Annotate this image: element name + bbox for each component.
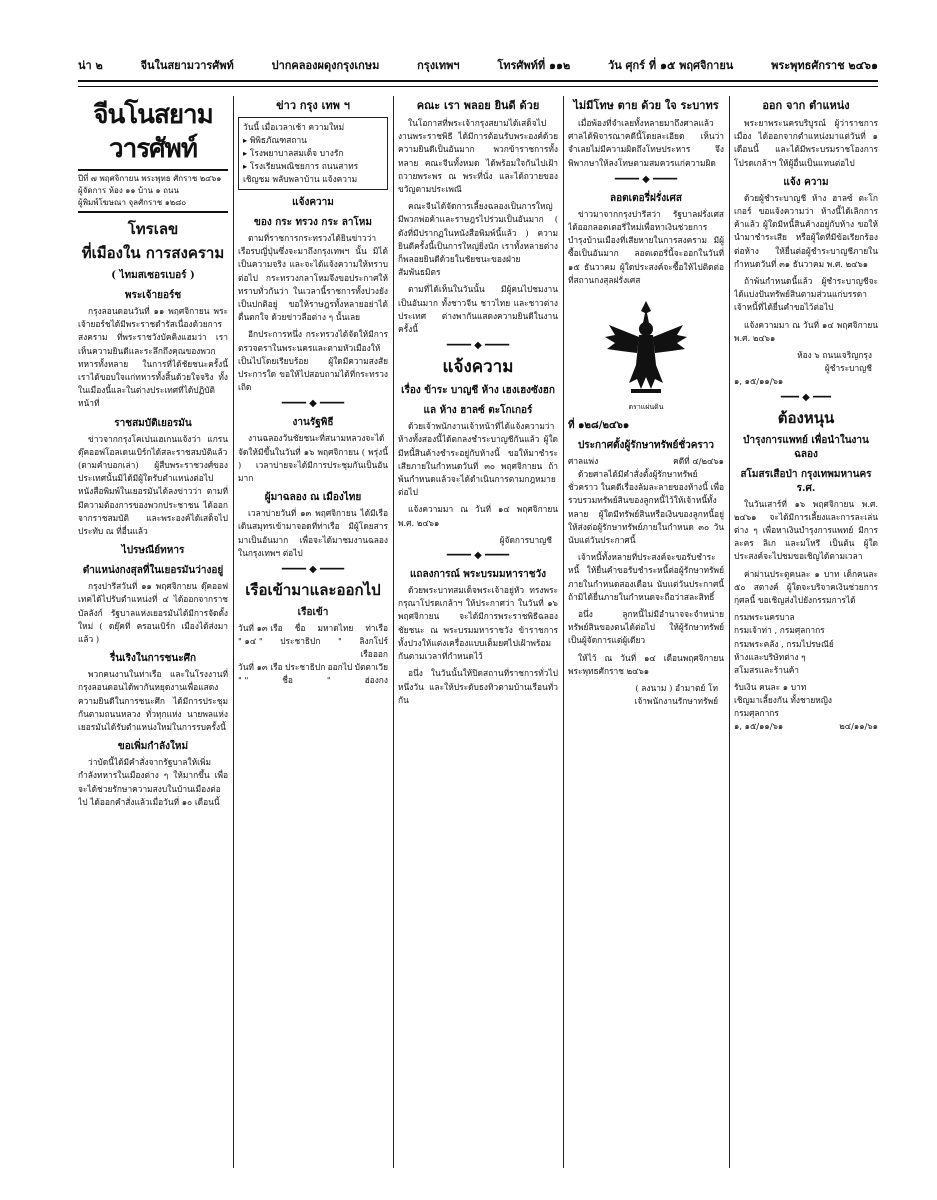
article-paragraph: ตามที่ราชการกระทรวงได้ยินข่าวว่า เรือรบญี่ปุ่นซึ่งจะมาถึงกรุงเทพฯ นั้น มิได้เป็นความจริง และจะได้แจ้งความให้ทราบต่อไป กระทรวงกลาโหมจึงขอประกาศให้ทราบทั่วกันว่า ในเวลานี้ราชการทั้งปวงยังเป็นปกติอยู่ ขอให้ราษฎรทั้งหลายอย่าได้ตื่นตกใจ ด้วยข่าวลือต่าง ๆ นั้นเลย — [238, 233, 388, 323]
shipping-subtitle: เรือเข้า — [297, 607, 329, 619]
footer-block — [734, 681, 878, 733]
table-cell: ประชาธิปก — [280, 636, 321, 647]
garuda-emblem-icon — [568, 295, 724, 395]
decree-meta — [568, 455, 724, 468]
notice-subtitle: เรื่อง ข้าระ บาญชี ห้าง เฮงเฮงซังฮก — [401, 385, 555, 397]
article-paragraph: งานฉลองวันชัยชนะที่สนามหลวงจะได้จัดให้มีขึ้นในวันที่ ๑๖ พฤศจิกายน ( พรุ่งนี้ ) เวลาบ่ายจะได้มีการประชุมกันเป็นอันมาก — [238, 433, 388, 484]
article-headline: ที่เมืองใน การสงคราม — [81, 244, 225, 262]
article-paragraph: อนึ่ง ในวันนั้นให้ปิดสถานที่ราชการทั่วไปหนึ่งวัน และให้ประดับธงทิวตามบ้านเรือนทั่วกัน — [398, 668, 558, 705]
footer-date: ๑, ๑๕/๑๑/๖๑ — [734, 721, 784, 732]
column-divider — [393, 96, 394, 1168]
table-row — [238, 661, 388, 674]
column-1 — [78, 96, 228, 1166]
article-subhead: ไปรษณีย์ทหาร — [121, 545, 185, 557]
crest-caption: ตราแผ่นดิน — [628, 403, 664, 412]
column-2 — [238, 96, 388, 1166]
column-4 — [568, 96, 724, 1166]
notice-signature: ผู้ชำระบาญชี — [824, 363, 872, 374]
article-paragraph: อีกประการหนึ่ง กระทรวงได้จัดให้มีการตรวจตราในพระนครและตามหัวเมืองให้เป็นไปโดยเรียบร้อย ผู้ใดมีความสงสัยประการใด ขอให้ไปสอบถามได้ที่กระทรวงเถิด — [238, 329, 388, 393]
box-line: เชิญชม พลับพลาบ้าน แจ้งความ — [243, 174, 358, 184]
notice-title: แจ้งความ — [292, 197, 334, 208]
notice-signature: ผู้จัดการบาญชี — [499, 534, 552, 545]
office-address: ปากคลองผดุงกรุงเกษม — [271, 59, 380, 72]
table-cell: " " — [238, 675, 249, 686]
issue-date: วัน ศุกร์ ที่ ๑๕ พฤศจิกายน — [608, 59, 734, 72]
section-heading: ไม่มีโทษ ตาย ด้วย ใจ ระบาทร — [573, 99, 719, 112]
article-paragraph: พระยาพระนครบริบูรณ์ ผู้ว่าราชการเมือง ได้ออกจากตำแหน่งมาแต่วันที่ ๑ เดือนนี้ และได้มีพระบรมราชโองการโปรดเกล้าฯ ให้ผู้อื่นเป็นแทนต่อไป — [734, 118, 878, 168]
ornament-divider: ━━━━ ◆ ━━━━ — [614, 173, 678, 185]
article-paragraph: เวลาบ่ายวันที่ ๑๓ พฤศจิกายน ได้มีเรือเดินสมุทรเข้ามาจอดที่ท่าเรือ มีผู้โดยสารมาเป็นอันมาก เพื่อจะได้มาชมงานฉลองในกรุงเทพฯ ต่อไป — [238, 508, 388, 558]
table-cell: บัตตาเวีย — [354, 662, 388, 673]
box-line: ▸ โรงเรียนพณิชยการ ถนนสาทร — [243, 161, 359, 171]
table-row — [238, 622, 388, 635]
article-paragraph: เมื่อพ้องที่จำเลยทั้งหลายมาถึงศาลแล้ว ศาลได้พิจารณาคดีนี้โดยละเอียด เห็นว่าจำเลยไม่มีความผิดถึงโทษประหาร จึงพิพากษาให้ลงโทษตามสมควรแก่ความผิด — [568, 118, 724, 168]
footer-line: เชิญมาเลี้ยงกัน ทั้งชายหญิง — [734, 695, 833, 706]
table-cell: ชื่อ — [294, 623, 306, 634]
article-paragraph: อนึ่ง ลูกหนี้ไม่มีอำนาจจะจำหน่ายทรัพย์สินของตนได้ต่อไป ให้ผู้รักษาทรัพย์เป็นผู้จัดการแต่ผู้เดียว — [568, 609, 724, 646]
issue-year: พระพุทธศักราช ๒๔๖๑ — [771, 59, 878, 72]
list-item: สโมสรและร้านค้า — [734, 665, 800, 676]
running-header — [78, 56, 878, 76]
notice-box — [238, 117, 388, 190]
list-item: กรมพระนครบาล — [734, 612, 795, 623]
table-cell: " — [337, 636, 342, 647]
column-divider — [563, 96, 564, 1168]
article-subhead: รื่นเริงในการชนะศึก — [109, 653, 197, 665]
notice-title: แจ้ง ความ — [783, 176, 829, 188]
decree-date: ให้ไว้ ณ วันที่ ๑๔ เดือนพฤศจิกายน พระพุทธศักราช ๒๔๖๑ — [568, 652, 724, 676]
article-paragraph: ค่าผ่านประตูคนละ ๑ บาท เด็กคนละ ๕๐ สตางค์ ผู้ใดจะบริจาคเงินช่วยการกุศลนี้ ขอเชิญส่งไปยังกรรมการได้ — [734, 568, 878, 606]
column-5 — [734, 96, 878, 1166]
notice-big-title: ต้องหนุน — [777, 408, 835, 427]
decree-signature: เจ้าพนักงานรักษาทรัพย์ — [634, 696, 718, 707]
column-3 — [398, 96, 558, 1166]
table-cell: ประชาธิปก — [285, 662, 326, 673]
notice-date: แจ้งความมา ณ วันที่ ๑๔ พฤศจิกายน พ.ศ. ๒๔๖๑ — [398, 504, 558, 528]
article-subhead: สโมสรเสือป่า กรุงเทพมหานคร ร.ศ. — [740, 468, 872, 494]
table-row — [238, 674, 388, 687]
section-heading: คณะ เรา พลอย ยินดี ด้วย — [416, 99, 540, 112]
ornament-divider: ━━━━ ◆ ━━━━ — [281, 564, 345, 576]
article-paragraph: พวกคนงานในท่าเรือ และในโรงงานที่กรุงลอนดอนได้พากันหยุดงานเพื่อแสดงความยินดีในการชนะศึก ได้มีการประชุมกันตามถนนหลวง ทั่วทุกแห่ง นายพลแห่งเยอรมันได้รับตำแหน่งใหม่ในการรบครั้งนี้ — [78, 669, 228, 733]
court-name: ศาลแพ่ง — [568, 456, 599, 467]
phone: โทรศัพท์ที่ ๑๑๒ — [497, 59, 571, 72]
ornament-divider: ━━━━ ◆ ━━━━ — [281, 398, 345, 410]
article-subhead: ราชสมบัติเยอรมัน — [114, 417, 192, 429]
table-cell: เรือออก — [360, 649, 388, 660]
case-number: คดีที่ ๔/๒๔๖๑ — [673, 456, 724, 467]
table-cell: มหาดไทย — [317, 623, 354, 634]
article-subhead: แถลงการณ์ พระบรมมหาราชวัง — [409, 569, 547, 581]
notice-big-title: แจ้งความ — [442, 357, 514, 378]
notice-date: แจ้งความมา ณ วันที่ ๑๔ พฤศจิกายน พ.ศ. ๒๔๖๑ — [734, 319, 878, 343]
section-heading: ข่าว กรุง เทพ ฯ — [276, 99, 350, 112]
table-cell: ออกไป — [327, 662, 353, 673]
issue-line: ผู้พิมพ์โฆษณา จุลศักราช ๑๒๘๐ — [78, 198, 187, 207]
ornament-divider: ━━━━ ◆ ━━━━ — [446, 550, 510, 562]
page-number: น่า ๒ — [78, 59, 103, 72]
article-paragraph: ด้วยผู้ชำระบาญชี ห้าง ฮาลซ์ ตะโกเกอร์ ขอแจ้งความว่า ห้างนี้ได้เลิกการค้าแล้ว ผู้ใดมีหนี้สินค้างอยู่กับห้าง ขอให้นำมาชำระเสีย หรือผู้ใดที่มีข้อเรียกร้องต่อห้าง ให้ยื่นต่อผู้ชำระบาญชีภายในกำหนดวันที่ ๓๑ ธันวาคม พ.ศ. ๒๔๖๑ — [734, 192, 878, 269]
footer-number: ๒๔/๑๑/๖๑ — [839, 721, 878, 732]
article-paragraph: ด้วยเจ้าพนักงานเจ้าหน้าที่ได้แจ้งความว่า ห้างทั้งสองนี้ได้ตกลงชำระบาญชีกันแล้ว ผู้ใดมีหนี้สินค้างชำระอยู่กับห้างนี้ ขอให้มาชำระเสียภายในกำหนดวันที่ ๓๐ พฤศจิกายน ถ้าพ้นกำหนดแล้วจะได้ดำเนินการตามกฎหมายต่อไป — [398, 421, 558, 498]
table-cell: ท่าเรือ — [365, 623, 388, 634]
shipping-table — [238, 622, 388, 687]
table-cell: วันที่ ๑๓ เรือ — [238, 623, 283, 634]
article-source: ( ไทมสเซอรเบอร์ ) — [111, 270, 195, 281]
ornament-divider: ━━━ ◆ ━━━ — [780, 391, 832, 403]
article-paragraph: ตามที่ได้เห็นในวันนั้น มีผู้คนไปชมงานเป็นอันมาก ทั้งชาวจีน ชาวไทย และชาวต่างประเทศ ต่างพากันแสดงความยินดีในงานครั้งนี้ — [398, 284, 558, 335]
article-subhead: ลอตเตอรี่ฝรั่งเศส — [610, 192, 682, 204]
article-subhead: ขอเพิ่มกำลังใหม่ — [117, 741, 189, 753]
article-subhead: บำรุงการแพทย์ เพื่อนำในงานฉลอง — [743, 434, 869, 460]
article-paragraph: ในวันเสาร์ที่ ๑๖ พฤศจิกายน พ.ศ. ๒๔๖๑ จะได้มีการเลี้ยงและการละเล่นต่าง ๆ เพื่อหาเงินบำรุงการแพทย์ มีการละคร ลิเก และมโหรี เป็นต้น ผู้ใดประสงค์จะไปชมขอเชิญได้ตามเวลา — [734, 498, 878, 562]
table-cell: วันที่ ๑๓ เรือ — [238, 662, 283, 673]
decree-seal: ( ลงนาม ) อำมาตย์ โท — [635, 683, 718, 694]
garuda-emblem-graphic — [601, 295, 691, 395]
article-paragraph: ถ้าพ้นกำหนดนี้แล้ว ผู้ชำระบาญชีจะได้แบ่งปันทรัพย์สินตามส่วนแก่บรรดาเจ้าหนี้ที่ได้ยื่นคำขอไว้ต่อไป — [734, 276, 878, 313]
list-item: ห้างและบริษัทต่าง ๆ — [734, 651, 806, 662]
box-line: วันนี้ เมื่อเวลาเช้า ความใหม่ — [243, 122, 345, 132]
article-paragraph: ข่าวจากกรุงโคเปนเฮเกนแจ้งว่า แกรนดุ๊คออฟโอลเดนเบิร์กได้สละราชสมบัติแล้ว (ตามคำบอกเล่า) ผู้สืบพระราชวงศ์ของประเทศนั้นมิได้มีผู้ใดรับตำแหน่งต่อไป หนังสือพิมพ์ในเยอรมันได้ลงข่าวว่า ตามที่มีความต้องการของพวกประชาชน ได้ออกจากราชสมบัติ และพระองค์ได้เสด็จไปประทับ ณ ที่อื่นแล้ว — [78, 433, 228, 537]
shipping-title: เรือเข้ามาและออกไป — [245, 581, 381, 600]
table-cell: ลิงกโปร์ — [359, 636, 388, 647]
article-subhead: ผู้มาฉลอง ณ เมืองไทย — [264, 492, 362, 504]
header-rule-thin — [78, 86, 878, 87]
footer-line: รับเงิน คนละ ๑ บาท — [734, 682, 807, 693]
article-paragraph: กรุงลอนดอนวันที่ ๑๑ พฤศจิกายน พระเจ้ายอร์ชได้มีพระราชดำรัสเนื่องด้วยการสงคราม ที่พระราชวังบัคคิงแฮมว่า เราเห็นความยินดีและระลึกถึงคุณของพวกทหารทั้งหลาย ในการที่ได้ชัยชนะครั้งนี้ เราได้ขอบใจแก่ทหารทั้งสิ้นด้วยใจจริง ทั้งในเมืองนี้และในต่างประเทศที่ได้ปฏิบัติหน้าที่ — [78, 306, 228, 409]
article-paragraph: ว่าบัดนี้ได้มีคำสั่งจากรัฐบาลให้เพิ่มกำลังทหารในเมืองต่าง ๆ ให้มากขึ้น เพื่อจะได้ช่วยรักษาความสงบในบ้านเมืองต่อไป ได้ออกคำสั่งแล้วเมื่อวันที่ ๑๐ เดือนนี้ — [78, 757, 228, 807]
column-divider — [729, 96, 730, 1168]
ornament-divider: ━━━━ ◆ ━━━━ — [446, 340, 510, 352]
table-cell: " — [326, 675, 331, 686]
article-paragraph: กรุงปารีสวันที่ ๑๑ พฤศจิกายน ดุ๊คออฟเทคได้ไปรับตำแหน่งที่ ๔ ได้ออกจากราชบัลลังก์ รัฐบาลแห่งเยอรมันได้มีการจัดตั้งใหม่ ( ดยุ๊คที่ ครอนเบิร์ก เมืองได้ส่งมาแล้ว ) — [78, 581, 228, 645]
article-paragraph: คณะจีนได้จัดการเลี้ยงฉลองเป็นการใหญ่ มีพวกพ่อค้าและราษฎรไปร่วมเป็นอันมาก ( ดังที่มีปรากฏในหนังสือพิมพ์นี้แล้ว ) ความยินดีครั้งนี้เป็นการใหญ่ยิ่งนัก เราทั้งหลายต่างก็พลอยยินดีด้วยในชัยชนะของฝ่ายสัมพันธมิตร — [398, 201, 558, 278]
article-paragraph: ด้วยพระบาทสมเด็จพระเจ้าอยู่หัว ทรงพระกรุณาโปรดเกล้าฯ ให้ประกาศว่า ในวันที่ ๑๖ พฤศจิกายน จะได้มีการพระราชพิธีฉลองชัยชนะ ณ พระบรมมหาราชวัง ข้าราชการทั้งปวงให้แต่งเครื่องแบบเต็มยศไปเฝ้าพร้อมกันตามเวลาที่กำหนดไว้ — [398, 585, 558, 662]
issue-line: ผู้จัดการ ห้อง ๑๑ บ้าน ๑ ถนน — [78, 186, 179, 195]
notice-subtitle: แล ห้าง ฮาลซ์ ตะโกเกอร์ — [423, 405, 533, 417]
box-line: ▸ พิพิธภัณฑสถาน — [243, 135, 307, 145]
article-subhead: งานรัฐพิธี — [292, 417, 334, 429]
table-cell: ฮ่องกง — [364, 675, 388, 686]
list-item: กรมเจ้าท่า , กรมศุลกากร — [734, 625, 825, 636]
decree-meta-row — [568, 455, 724, 468]
decree-title: ประกาศตั้งผู้รักษาทรัพย์ชั่วคราว — [577, 440, 715, 452]
column-divider — [233, 96, 234, 1168]
masthead: จีนโนสยามวารศัพท์ — [93, 100, 213, 164]
article-byline: พระเจ้ายอร์ช — [124, 290, 182, 301]
paper-name: จีนในสยามวารศัพท์ — [140, 59, 234, 72]
city: กรุงเทพฯ — [417, 59, 460, 72]
article-subhead: ตำแหน่งกงสุลที่ในเยอรมันว่างอยู่ — [82, 565, 224, 577]
decree-number: ที่ ๑๒๘/๒๔๖๑ — [568, 420, 630, 432]
article-paragraph: เจ้าหนี้ทั้งหลายที่ประสงค์จะขอรับชำระหนี้ ให้ยื่นคำขอรับชำระหนี้ต่อผู้รักษาทรัพย์ภายในกำหนดสองเดือน นับแต่วันประกาศนี้ ถ้ามิได้ยื่นภายในกำหนดจะถือว่าสละสิทธิ์ — [568, 552, 724, 602]
issue-line: ปีที่ ๗ พฤศจิกายน พระพุทธ ศักราช ๒๔๖๑ — [78, 174, 222, 183]
footer-row — [734, 720, 878, 733]
article-title: โทรเลข — [127, 220, 179, 238]
table-cell: " ๑๔ " — [238, 636, 263, 647]
table-row — [238, 648, 388, 661]
box-line: ▸ โรงพยาบาลสมเด็จ บางรัก — [243, 148, 344, 158]
notice-office: ห้อง ๖ ถนนเจริญกรุง — [797, 350, 872, 361]
header-rule — [78, 80, 878, 82]
article-paragraph: ด้วยศาลได้มีคำสั่งตั้งผู้รักษาทรัพย์ชั่วคราว ในคดีเรื่องล้มละลายของห้างนี้ เพื่อรวบรวมทรัพย์สินของลูกหนี้ไว้ให้เจ้าหนี้ทั้งหลาย ผู้ใดมีทรัพย์สินหรือเงินของลูกหนี้อยู่ ให้ส่งต่อผู้รักษาทรัพย์ภายในกำหนด ๓๐ วัน นับแต่วันประกาศนี้ — [568, 469, 724, 546]
table-cell: ชื่อ — [282, 675, 293, 686]
notice-sig-line: ๑, ๑๕/๑๑/๖๑ — [734, 376, 784, 387]
article-paragraph: ในโอกาสที่พระเจ้ากรุงสยามได้เสด็จไปงานพระราชพิธี ได้มีการต้อนรับพระองค์ด้วยความยินดีเป็นอันมาก พวกข้าราชการทั้งหลาย คณะจีนทั้งหมด ได้พร้อมใจกันไปเฝ้าถวายพระพร ณ พระที่นั่ง และได้ถวายของขวัญตามประเพณี — [398, 118, 558, 195]
notice-subtitle: ของ กระ ทรวง กระ ลาโหม — [253, 217, 372, 228]
issue-info — [78, 169, 228, 213]
list-item: กรมพระคลัง , กรมไปรษณีย์ — [734, 638, 834, 649]
table-row — [238, 635, 388, 648]
section-heading: ออก จาก ตำแหน่ง — [762, 99, 850, 112]
footer-line: กรมศุลกากร — [734, 708, 779, 719]
article-paragraph: ข่าวมาจากกรุงปารีสว่า รัฐบาลฝรั่งเศสได้ออกลอตเตอรี่ใหม่เพื่อหาเงินช่วยการบำรุงบ้านเมืองที่เสียหายในการสงคราม มีผู้ซื้อเป็นอันมาก ลอตเตอรี่นี้จะออกในวันที่ ๑๕ ธันวาคม ผู้ใดประสงค์จะซื้อให้ไปติดต่อที่สถานกงสุลฝรั่งเศส — [568, 208, 724, 285]
